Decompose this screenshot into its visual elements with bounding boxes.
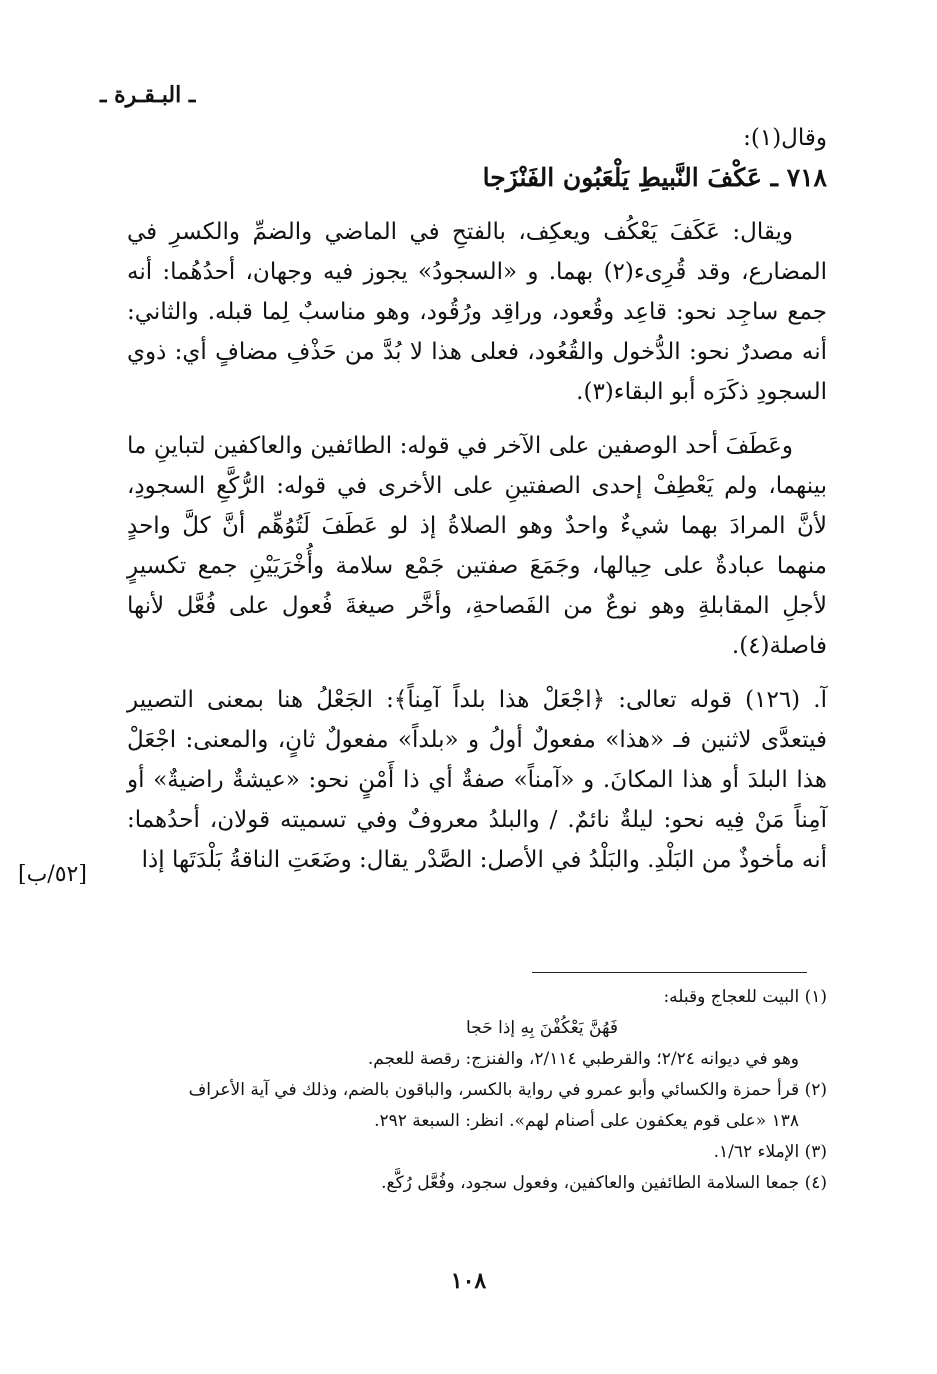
manuscript-folio-reference: [٥٢/ب] xyxy=(18,862,87,887)
footnote-4: (٤) جمعا السلامة الطائفين والعاكفين، وفعول سجود، وفُعَّل رُكَّع. xyxy=(381,1173,827,1193)
footnote-2-continuation: ١٣٨ «على قوم يعكفون على أصنام لهم». انظر: السبعة ٢٩٢. xyxy=(374,1111,799,1131)
footnote-3: (٣) الإملاء ١/٦٢. xyxy=(713,1142,827,1162)
paragraph-3: آ. (١٢٦) قوله تعالى: ﴿اجْعَلْ هذا بلداً آمِناً﴾: الجَعْلُ هنا بمعنى التصيير فيتعدَّى لاثنين فـ «هذا» مفعولٌ أولُ و «بلداً» مفعولٌ ثانٍ، والمعنى: اجْعَلْ هذا البلدَ أو هذا المكانَ. و «آمناً» صفةٌ أي ذا أَمْنٍ نحو: «عيشةٌ راضيةٌ» أو آمِناً مَنْ فِيه نحو: ليلةٌ نائمٌ. / والبلدُ معروفٌ وفي تسميته قولان، أحدُهما: أنه مأخوذٌ من البَلْدِ. والبَلْدُ في الأصل: الصَّدْر يقال: وضَعَتِ الناقةُ بَلْدَتَها إذا xyxy=(127,687,827,873)
footnotes xyxy=(117,982,827,1199)
main-text xyxy=(127,118,827,880)
footnote-1-poem: فَهُنَّ يَعْكُفْنَ بِهِ إذا حَجا xyxy=(466,1018,618,1038)
footnote-1-source: وهو في ديوانه ٢/٢٤؛ والقرطبي ٢/١١٤، والفنزج: رقصة للعجم. xyxy=(367,1049,799,1069)
paragraph-1: ويقال: عَكَفَ يَعْكُف ويعكِف، بالفتحِ في الماضي والضمِّ والكسرِ في المضارع، وقد قُرِىء(٢) بهما. و «السجودُ» يجوز فيه وجهان، أحدُهُما: أنه جمع ساجِد نحو: قاعِد وقُعود، وراقِد ورُقُود، وهو مناسبٌ لِما قبله. والثاني: أنه مصدرٌ نحو: الدُّخول والقُعُود، فعلى هذا لا بُدَّ من حَذْفِ مضافٍ أي: ذوي السجودِ ذكَرَه أبو البقاء(٣). xyxy=(127,219,827,405)
page-number: ١٠٨ xyxy=(450,1268,487,1294)
poem-verse: ٧١٨ ـ عَكْفَ النَّبيطِ يَلْعَبُون الفَنْزَجا xyxy=(482,163,827,192)
paragraph-2: وعَطَفَ أحد الوصفين على الآخر في قوله: الطائفين والعاكفين لتباينِ ما بينهما، ولم يَعْطِفْ إحدى الصفتينِ على الأخرى في قوله: الرُّكَّعِ السجودِ، لأنَّ المرادَ بهما شيءٌ واحدٌ وهو الصلاةُ إذ لو عَطَفَ لَتُوُهِّم أنَّ كلَّ واحدٍ منهما عبادةٌ على حِيالها، وجَمَعَ صفتين جَمْع سلامة وأُخْرَيَيْنِ جمع تكسيرٍ لأجلِ المقابلةِ وهو نوعٌ من الفَصاحةِ، وأخَّر صيغةَ فُعول على فُعَّل لأنها فاصلة(٤). xyxy=(127,433,827,659)
footnote-divider xyxy=(532,972,807,973)
footnote-1-label: (١) البيت للعجاج وقبله: xyxy=(663,987,827,1007)
poem-intro: وقال(١): xyxy=(743,125,827,151)
running-title: ـ البـقـرة ـ xyxy=(100,82,196,108)
footnote-2: (٢) قرأ حمزة والكسائي وأبو عمرو في رواية بالكسر، والباقون بالضم، وذلك في آية الأعراف xyxy=(188,1080,827,1100)
